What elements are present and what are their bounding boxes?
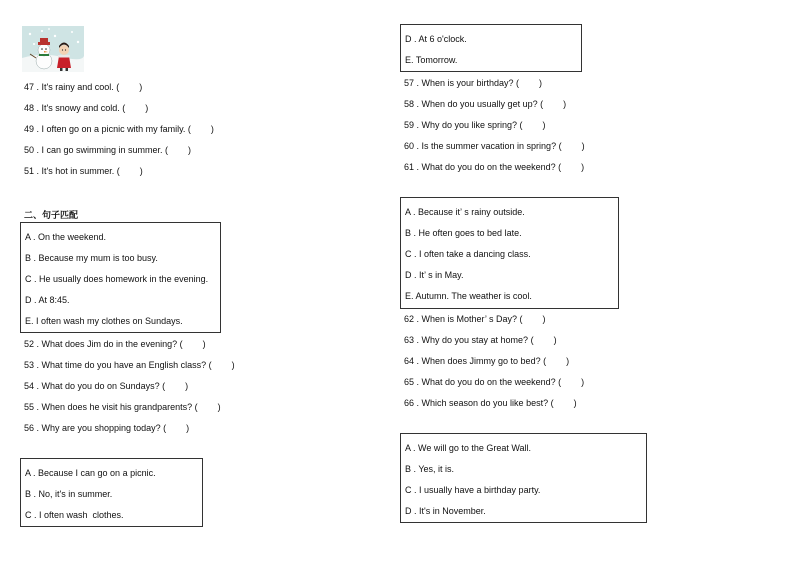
question-64: 64 . When does Jimmy go to bed? ( ) xyxy=(404,356,570,366)
answer-box-bottom xyxy=(400,433,647,523)
question-48: 48 . It's snowy and cold. ( ) xyxy=(24,103,149,113)
answer-box-2 xyxy=(20,458,203,527)
answer-option: A . We will go to the Great Wall. xyxy=(405,443,532,453)
question-59: 59 . Why do you like spring? ( ) xyxy=(404,120,546,130)
answer-box-mid xyxy=(400,197,619,309)
answer-option: A . On the weekend. xyxy=(25,232,107,242)
question-61: 61 . What do you do on the weekend? ( ) xyxy=(404,162,585,172)
answer-option: B . He often goes to bed late. xyxy=(405,228,522,238)
answer-option: A . Because it’ s rainy outside. xyxy=(405,207,525,217)
answer-option: C . I usually have a birthday party. xyxy=(405,485,541,495)
answer-option: D . At 8:45. xyxy=(25,295,70,305)
question-51: 51 . It's hot in summer. ( ) xyxy=(24,166,143,176)
question-50: 50 . I can go swimming in summer. ( ) xyxy=(24,145,192,155)
answer-option: C . I often wash clothes. xyxy=(25,510,124,520)
question-52: 52 . What does Jim do in the evening? ( ) xyxy=(24,339,206,349)
answer-option: C . He usually does homework in the evening. xyxy=(25,274,209,284)
answer-option: E. Tomorrow. xyxy=(405,55,458,65)
section-title: 二、句子匹配 xyxy=(24,210,79,220)
answer-box-top xyxy=(400,24,582,72)
answer-box-1 xyxy=(20,222,221,333)
snowman-illustration xyxy=(22,26,84,72)
answer-option: D . At 6 o'clock. xyxy=(405,34,467,44)
question-56: 56 . Why are you shopping today? ( ) xyxy=(24,423,190,433)
answer-option: B . Yes, it is. xyxy=(405,464,455,474)
answer-option: C . I often take a dancing class. xyxy=(405,249,531,259)
answer-option: A . Because I can go on a picnic. xyxy=(25,468,156,478)
answer-option: D . It’ s in May. xyxy=(405,270,464,280)
question-63: 63 . Why do you stay at home? ( ) xyxy=(404,335,557,345)
question-54: 54 . What do you do on Sundays? ( ) xyxy=(24,381,189,391)
answer-option: B . Because my mum is too busy. xyxy=(25,253,158,263)
question-60: 60 . Is the summer vacation in spring? ( ) xyxy=(404,141,585,151)
question-66: 66 . Which season do you like best? ( ) xyxy=(404,398,577,408)
question-49: 49 . I often go on a picnic with my family. ( ) xyxy=(24,124,214,134)
question-57: 57 . When is your birthday? ( ) xyxy=(404,78,543,88)
question-53: 53 . What time do you have an English class? ( ) xyxy=(24,360,235,370)
answer-option: B . No, it's in summer. xyxy=(25,489,113,499)
answer-option: E. Autumn. The weather is cool. xyxy=(405,291,532,301)
question-65: 65 . What do you do on the weekend? ( ) xyxy=(404,377,585,387)
answer-option: D . It's in November. xyxy=(405,506,486,516)
question-62: 62 . When is Mother’ s Day? ( ) xyxy=(404,314,546,324)
answer-option: E. I often wash my clothes on Sundays. xyxy=(25,316,183,326)
question-58: 58 . When do you usually get up? ( ) xyxy=(404,99,567,109)
question-47: 47 . It's rainy and cool. ( ) xyxy=(24,82,143,92)
question-55: 55 . When does he visit his grandparents? ( ) xyxy=(24,402,221,412)
